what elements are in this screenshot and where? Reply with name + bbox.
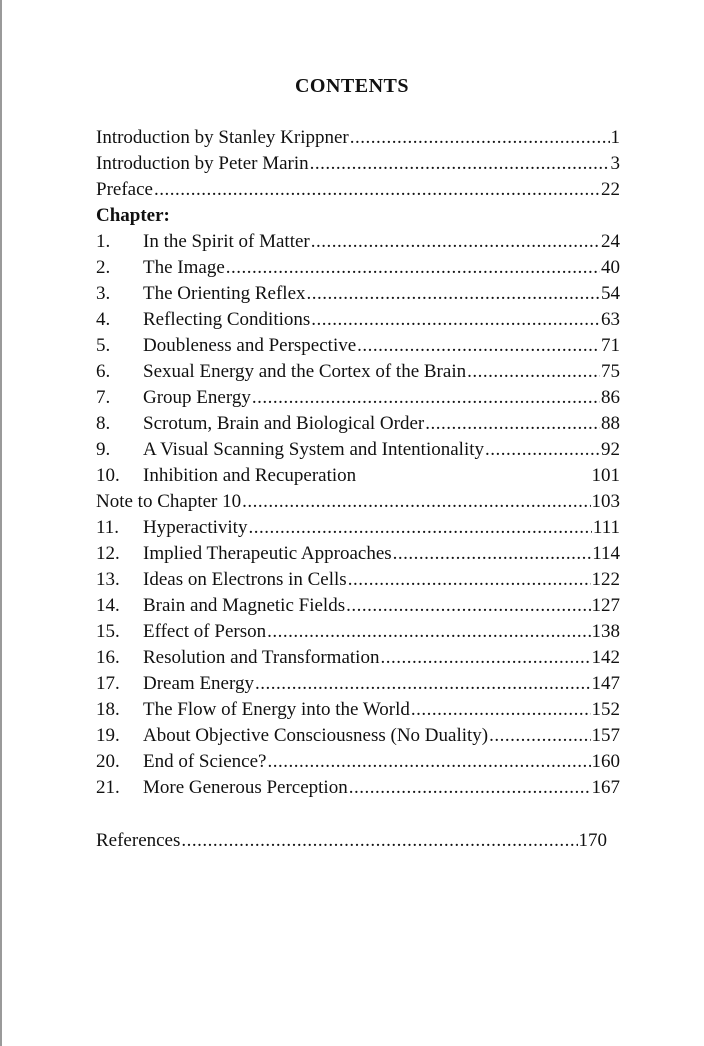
chapter-page: 71 (601, 335, 620, 356)
dot-leader (248, 515, 591, 541)
toc-chapter-entry (96, 463, 620, 489)
chapter-title: Resolution and Transformation (143, 647, 380, 668)
chapter-list-part1 (96, 229, 620, 489)
chapter-page: 114 (592, 543, 620, 564)
chapter-page: 86 (601, 387, 620, 408)
toc-chapter-entry (96, 723, 620, 749)
chapter-page: 24 (601, 231, 620, 252)
toc-chapter-entry (96, 437, 620, 463)
chapter-number: 20. (96, 751, 120, 772)
toc-entry-page: 103 (591, 491, 620, 512)
toc-chapter-entry (96, 307, 620, 333)
chapter-heading (96, 203, 620, 229)
dot-leader (310, 151, 610, 177)
dot-leader (425, 411, 600, 437)
dot-leader (346, 593, 590, 619)
toc-chapter-entry (96, 229, 620, 255)
chapter-number: 3. (96, 283, 111, 304)
chapter-number: 17. (96, 673, 120, 694)
toc-chapter-entry (96, 515, 620, 541)
toc-chapter-entry (96, 671, 620, 697)
chapter-list-part2 (96, 515, 620, 801)
chapter-number: 1. (96, 231, 111, 252)
chapter-title: Implied Therapeutic Approaches (143, 543, 392, 564)
chapter-page: 101 (591, 465, 620, 486)
chapter-title: Group Energy (143, 387, 251, 408)
toc-chapter-entry (96, 411, 620, 437)
chapter-page: 63 (601, 309, 620, 330)
chapter-title: Brain and Magnetic Fields (143, 595, 346, 616)
chapter-number: 4. (96, 309, 111, 330)
toc-chapter-entry (96, 385, 620, 411)
toc-entry-label: References (96, 830, 181, 851)
dot-leader (489, 723, 590, 749)
toc-chapter-entry (96, 255, 620, 281)
chapter-number: 5. (96, 335, 111, 356)
dot-leader (311, 307, 600, 333)
page-title: CONTENTS (294, 75, 410, 97)
dot-leader (242, 489, 590, 515)
toc-entry-page: 1 (610, 127, 620, 148)
toc-chapter-entry (96, 567, 620, 593)
chapter-number: 18. (96, 699, 120, 720)
toc-entry-page: 22 (601, 179, 620, 200)
dot-leader (350, 125, 610, 151)
dot-leader (252, 385, 600, 411)
dot-leader (154, 177, 600, 203)
toc-entry-label: Introduction by Stanley Krippner (96, 127, 349, 148)
dot-leader (255, 671, 591, 697)
chapter-page: 75 (601, 361, 620, 382)
chapter-page: 92 (601, 439, 620, 460)
toc-entry-page: 3 (610, 153, 620, 174)
toc-chapter-entry (96, 593, 620, 619)
chapter-number: 8. (96, 413, 111, 434)
toc-entry-intro-krippner (96, 125, 620, 151)
chapter-number: 9. (96, 439, 111, 460)
toc-chapter-entry (96, 775, 620, 801)
dot-leader (226, 255, 600, 281)
chapter-number: 16. (96, 647, 120, 668)
chapter-page: 40 (601, 257, 620, 278)
chapter-number: 19. (96, 725, 120, 746)
dot-leader (380, 645, 590, 671)
chapter-title: Scrotum, Brain and Biological Order (143, 413, 425, 434)
toc-entry-label: Preface (96, 179, 153, 200)
toc-chapter-entry (96, 281, 620, 307)
toc-chapter-entry (96, 697, 620, 723)
chapter-title: End of Science? (143, 751, 267, 772)
chapter-title: About Objective Consciousness (No Duality) (143, 725, 489, 746)
toc-entry-label: Introduction by Peter Marin (96, 153, 309, 174)
chapter-title: The Image (143, 257, 225, 278)
chapter-title: A Visual Scanning System and Intentionality (143, 439, 485, 460)
toc-chapter-entry (96, 619, 620, 645)
dot-leader (467, 359, 600, 385)
chapter-title: The Flow of Energy into the World (143, 699, 410, 720)
chapter-number: 6. (96, 361, 111, 382)
chapter-title: Doubleness and Perspective (143, 335, 357, 356)
dot-leader (181, 828, 577, 854)
toc-entry-preface (96, 177, 620, 203)
chapter-page: 160 (591, 751, 620, 772)
chapter-title: Reflecting Conditions (143, 309, 311, 330)
dot-leader (411, 697, 591, 723)
chapter-page: 147 (591, 673, 620, 694)
chapter-title: Ideas on Electrons in Cells (143, 569, 347, 590)
dot-leader (485, 437, 600, 463)
chapter-page: 138 (591, 621, 620, 642)
dot-leader (267, 619, 590, 645)
chapter-page: 88 (601, 413, 620, 434)
chapter-title: Effect of Person (143, 621, 267, 642)
chapter-title: Inhibition and Recuperation (143, 465, 357, 486)
toc-entry-label: Note to Chapter 10 (96, 491, 242, 512)
chapter-page: 122 (591, 569, 620, 590)
references-entry (96, 828, 607, 854)
dot-leader (357, 333, 600, 359)
chapter-number: 21. (96, 777, 120, 798)
chapter-number: 13. (96, 569, 120, 590)
chapter-number: 7. (96, 387, 111, 408)
dot-leader (307, 281, 600, 307)
chapter-title: Sexual Energy and the Cortex of the Brain (143, 361, 467, 382)
toc-entry-references (96, 828, 607, 854)
toc-entry-page: 170 (578, 830, 607, 851)
toc-chapter-entry (96, 333, 620, 359)
chapter-title: Hyperactivity (143, 517, 248, 538)
toc-chapter-entry (96, 541, 620, 567)
page-left-edge (0, 0, 2, 1046)
toc-chapter-entry (96, 359, 620, 385)
chapter-page: 54 (601, 283, 620, 304)
dot-leader (348, 567, 591, 593)
toc-chapter-entry (96, 749, 620, 775)
dot-leader (311, 229, 600, 255)
chapter-heading-label: Chapter: (96, 205, 170, 226)
chapter-page: 152 (591, 699, 620, 720)
dot-leader (267, 749, 590, 775)
chapter-page: 127 (591, 595, 620, 616)
chapter-page: 111 (592, 517, 620, 538)
toc-entry-intro-marin (96, 151, 620, 177)
chapter-page: 142 (591, 647, 620, 668)
chapter-number: 14. (96, 595, 120, 616)
chapter-title: More Generous Perception (143, 777, 348, 798)
chapter-number: 12. (96, 543, 120, 564)
toc-chapter-entry (96, 645, 620, 671)
chapter-page: 157 (591, 725, 620, 746)
chapter-number: 2. (96, 257, 111, 278)
chapter-page: 167 (591, 777, 620, 798)
chapter-number: 11. (96, 517, 120, 538)
chapter-number: 15. (96, 621, 120, 642)
chapter-number: 10. (96, 465, 120, 486)
table-of-contents (96, 125, 620, 801)
dot-leader (393, 541, 592, 567)
chapter-title: In the Spirit of Matter (143, 231, 310, 252)
chapter-title: Dream Energy (143, 673, 254, 694)
dot-leader (349, 775, 591, 801)
toc-entry-note-chapter-10 (96, 489, 620, 515)
chapter-title: The Orienting Reflex (143, 283, 306, 304)
